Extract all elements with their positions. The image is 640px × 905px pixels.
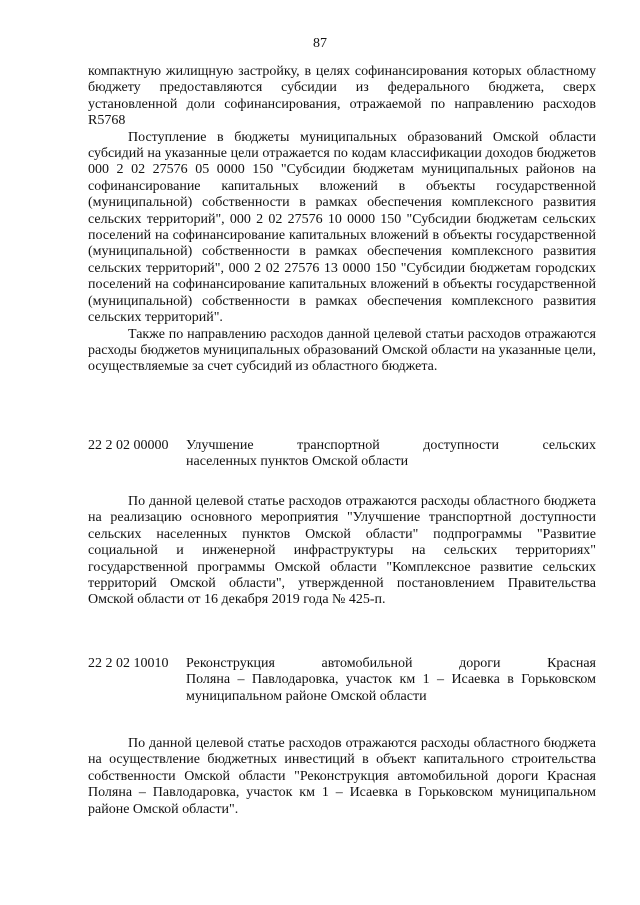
section-title-line: Улучшение транспортной доступности сельских (186, 438, 596, 453)
section-heading-22-2-02-10010 (88, 656, 596, 705)
section-title-line: Поляна – Павлодаровка, участок км 1 – Исаевка в Горьковском муниципальном районе Омской области (186, 672, 596, 704)
section-heading-22-2-02-00000 (88, 438, 596, 471)
paragraph: Поступление в бюджеты муниципальных образований Омской области субсидий на указанные цели отражается по кодам классификации доходов бюджетов 000 2 02 27576 05 0000 150 "Субсидии бюджетам муниципальных районов на софинансирование капитальных вложений в объекты государственной (муниципальной) собственности в рамках обеспечения комплексного развития сельских территорий", 000 2 02 27576 10 0000 150 "Субсидии бюджетам сельских поселений на софинансирование капитальных вложений в объекты государственной (муниципальной) собственности в рамках обеспечения комплексного развития сельских территорий", 000 2 02 27576 13 0000 150 "Субсидии бюджетам городских поселений на софинансирование капитальных вложений в объекты государственной (муниципальной) собственности в рамках обеспечения комплексного развития сельских территорий". (88, 129, 596, 326)
classification-code: 22 2 02 00000 (88, 438, 169, 453)
text-block-3 (88, 736, 596, 818)
paragraph: компактную жилищную застройку, в целях софинансирования которых областному бюджету предоставляются субсидии из федерального бюджета, сверх установленной доли софинансирования, отражаемой по направлению расходов R5768 (88, 64, 596, 129)
paragraph: По данной целевой статье расходов отражаются расходы областного бюджета на осуществление бюджетных инвестиций в объект капитального строительства собственности Омской области "Реконструкция автомобильной дороги Красная Поляна – Павлодаровка, участок км 1 – Исаевка в Горьковском муниципальном районе Омской области". (88, 736, 596, 817)
paragraph: По данной целевой статье расходов отражаются расходы областного бюджета на реализацию основного мероприятия "Улучшение транспортной доступности сельских населенных пунктов Омской области" подпрограммы "Развитие социальной и инженерной инфраструктуры на сельских территориях" государственной программы Омской области "Комплексное развитие сельских территорий Омской области", утвержденной постановлением Правительства Омской области от 16 декабря 2019 года № 425-п. (88, 494, 596, 608)
paragraph: Также по направлению расходов данной целевой статьи расходов отражаются расходы бюджетов муниципальных образований Омской области на указанные цели, осуществляемые за счет субсидий из областного бюджета. (88, 326, 597, 375)
section-title (186, 438, 596, 471)
text-block-2 (88, 494, 596, 609)
section-title-line: населенных пунктов Омской области (186, 454, 409, 470)
classification-code: 22 2 02 10010 (88, 656, 169, 671)
page-number: 87 (313, 36, 327, 51)
text-block-1 (88, 64, 596, 376)
section-title (186, 656, 596, 705)
section-title-line: Реконструкция автомобильной дороги Красная (186, 656, 596, 671)
